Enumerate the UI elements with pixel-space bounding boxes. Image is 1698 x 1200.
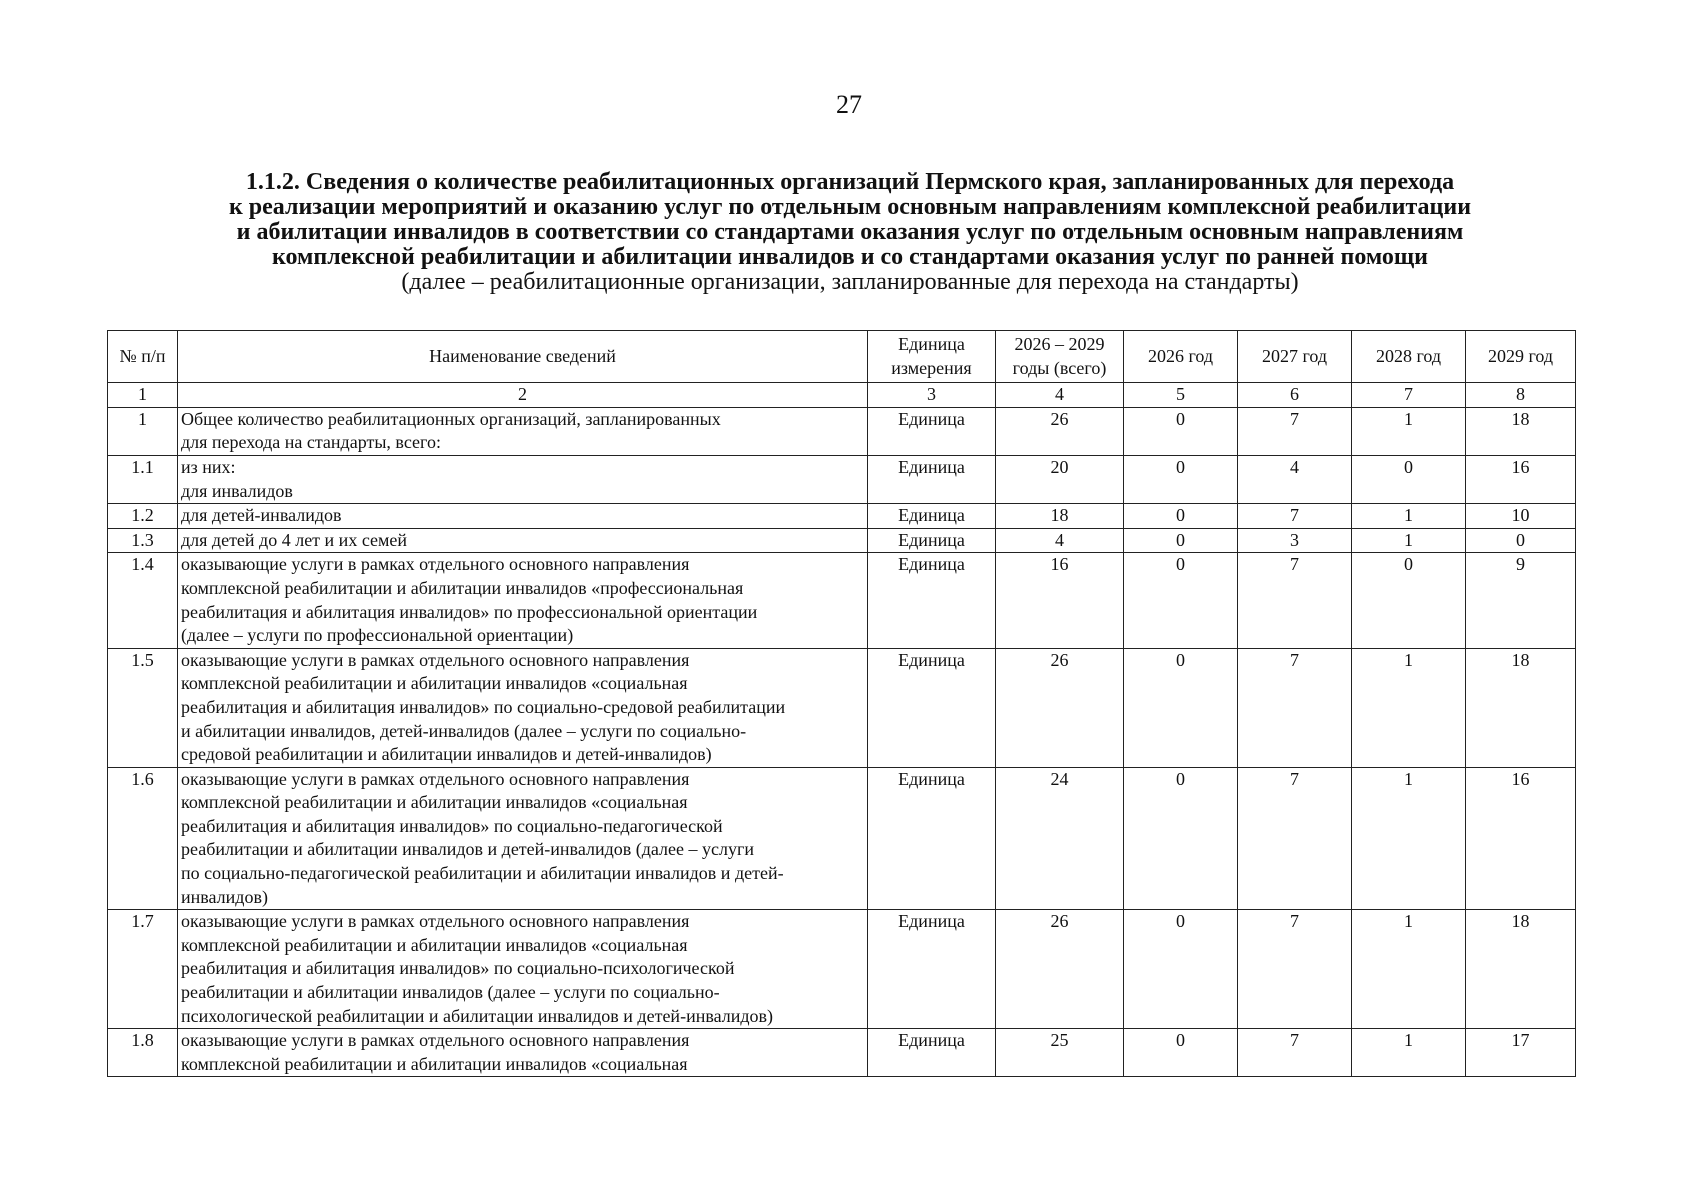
column-number: 1 — [108, 383, 178, 408]
row-2026: 0 — [1124, 1029, 1238, 1077]
page-number: 27 — [836, 90, 862, 119]
row-2026: 0 — [1124, 553, 1238, 648]
table-row — [108, 1029, 1576, 1077]
row-2028: 0 — [1352, 455, 1466, 503]
header-2026: 2026 год — [1124, 331, 1238, 383]
column-number-row — [108, 383, 1576, 408]
section-title — [100, 170, 1600, 295]
table-body — [108, 383, 1576, 1077]
header-unit: Единица измерения — [868, 331, 996, 383]
column-number: 3 — [868, 383, 996, 408]
column-number: 4 — [996, 383, 1124, 408]
table-row — [108, 504, 1576, 529]
row-total: 24 — [996, 767, 1124, 910]
header-num: № п/п — [108, 331, 178, 383]
column-number: 5 — [1124, 383, 1238, 408]
row-2028: 1 — [1352, 528, 1466, 553]
row-num: 1.7 — [108, 910, 178, 1029]
header-2027: 2027 год — [1238, 331, 1352, 383]
row-2029: 9 — [1466, 553, 1576, 648]
row-2026: 0 — [1124, 504, 1238, 529]
row-unit: Единица — [868, 553, 996, 648]
row-2027: 7 — [1238, 910, 1352, 1029]
header-2028: 2028 год — [1352, 331, 1466, 383]
row-name: Общее количество реабилитационных организаций, запланированных для перехода на стандарты, всего: — [178, 407, 868, 455]
row-2026: 0 — [1124, 767, 1238, 910]
row-name: для детей-инвалидов — [178, 504, 868, 529]
table-row — [108, 910, 1576, 1029]
column-number: 2 — [178, 383, 868, 408]
row-2028: 1 — [1352, 407, 1466, 455]
row-total: 4 — [996, 528, 1124, 553]
row-num: 1.5 — [108, 648, 178, 767]
row-num: 1.8 — [108, 1029, 178, 1077]
row-2027: 7 — [1238, 648, 1352, 767]
row-2029: 18 — [1466, 407, 1576, 455]
column-number: 6 — [1238, 383, 1352, 408]
row-unit: Единица — [868, 1029, 996, 1077]
row-total: 26 — [996, 910, 1124, 1029]
row-2029: 10 — [1466, 504, 1576, 529]
row-unit: Единица — [868, 767, 996, 910]
row-2029: 18 — [1466, 648, 1576, 767]
row-total: 25 — [996, 1029, 1124, 1077]
column-number: 7 — [1352, 383, 1466, 408]
row-unit: Единица — [868, 528, 996, 553]
row-2026: 0 — [1124, 407, 1238, 455]
row-name: оказывающие услуги в рамках отдельного основного направления комплексной реабилитации и абилитации инвалидов «социальная реабилитация и абилитация инвалидов» по социально-психологической реабилитации и абилитации инвалидов (далее – услуги по социально- психологической реабилитации и абилитации инвалидов и детей-инвалидов) — [178, 910, 868, 1029]
table-row — [108, 648, 1576, 767]
row-name: оказывающие услуги в рамках отдельного основного направления комплексной реабилитации и абилитации инвалидов «социальная — [178, 1029, 868, 1077]
title-line-1: 1.1.2. Сведения о количестве реабилитационных организаций Пермского края, запланированных для перехода — [245, 169, 1455, 195]
row-2027: 7 — [1238, 407, 1352, 455]
row-total: 18 — [996, 504, 1124, 529]
row-total: 26 — [996, 407, 1124, 455]
row-total: 16 — [996, 553, 1124, 648]
row-2026: 0 — [1124, 528, 1238, 553]
row-2026: 0 — [1124, 910, 1238, 1029]
row-2027: 7 — [1238, 553, 1352, 648]
row-2027: 7 — [1238, 767, 1352, 910]
header-total: 2026 – 2029 годы (всего) — [996, 331, 1124, 383]
title-line-2: к реализации мероприятий и оказанию услуг по отдельным основным направлениям комплексной реабилитации — [228, 194, 1472, 220]
row-2026: 0 — [1124, 455, 1238, 503]
table-row — [108, 553, 1576, 648]
table-row — [108, 455, 1576, 503]
row-2026: 0 — [1124, 648, 1238, 767]
row-name: для детей до 4 лет и их семей — [178, 528, 868, 553]
row-2027: 7 — [1238, 504, 1352, 529]
row-2027: 4 — [1238, 455, 1352, 503]
row-2028: 0 — [1352, 553, 1466, 648]
row-num: 1.1 — [108, 455, 178, 503]
row-num: 1 — [108, 407, 178, 455]
row-unit: Единица — [868, 504, 996, 529]
row-num: 1.2 — [108, 504, 178, 529]
row-unit: Единица — [868, 910, 996, 1029]
row-num: 1.6 — [108, 767, 178, 910]
title-line-4: комплексной реабилитации и абилитации инвалидов и со стандартами оказания услуг по ранней помощи — [271, 244, 1429, 270]
row-num: 1.4 — [108, 553, 178, 648]
row-name: оказывающие услуги в рамках отдельного основного направления комплексной реабилитации и абилитации инвалидов «профессиональная реабилитация и абилитация инвалидов» по профессиональной ориентации (далее – услуги по профессиональной ориентации) — [178, 553, 868, 648]
row-2028: 1 — [1352, 1029, 1466, 1077]
row-2029: 18 — [1466, 910, 1576, 1029]
row-2029: 16 — [1466, 455, 1576, 503]
row-unit: Единица — [868, 648, 996, 767]
header-2029: 2029 год — [1466, 331, 1576, 383]
row-unit: Единица — [868, 407, 996, 455]
row-name: из них: для инвалидов — [178, 455, 868, 503]
row-2029: 17 — [1466, 1029, 1576, 1077]
row-total: 26 — [996, 648, 1124, 767]
title-line-5: (далее – реабилитационные организации, запланированные для перехода на стандарты) — [401, 269, 1299, 295]
row-name: оказывающие услуги в рамках отдельного основного направления комплексной реабилитации и абилитации инвалидов «социальная реабилитация и абилитация инвалидов» по социально-педагогической реабилитации и абилитации инвалидов и детей-инвалидов (далее – услуги по социально-педагогической реабилитации и абилитации инвалидов и детей- инвалидов) — [178, 767, 868, 910]
row-2028: 1 — [1352, 767, 1466, 910]
column-number: 8 — [1466, 383, 1576, 408]
row-2028: 1 — [1352, 648, 1466, 767]
table-row — [108, 528, 1576, 553]
row-2028: 1 — [1352, 910, 1466, 1029]
row-unit: Единица — [868, 455, 996, 503]
title-line-3: и абилитации инвалидов в соответствии со стандартами оказания услуг по отдельным основным направлениям — [236, 219, 1464, 245]
row-2028: 1 — [1352, 504, 1466, 529]
table-row — [108, 407, 1576, 455]
row-2029: 16 — [1466, 767, 1576, 910]
row-name: оказывающие услуги в рамках отдельного основного направления комплексной реабилитации и абилитации инвалидов «социальная реабилитация и абилитация инвалидов» по социально-средовой реабилитации и абилитации инвалидов, детей-инвалидов (далее – услуги по социально- средовой реабилитации и абилитации инвалидов и детей-инвалидов) — [178, 648, 868, 767]
row-2027: 3 — [1238, 528, 1352, 553]
header-name: Наименование сведений — [178, 331, 868, 383]
row-2027: 7 — [1238, 1029, 1352, 1077]
row-total: 20 — [996, 455, 1124, 503]
data-table — [107, 330, 1576, 1077]
table-row — [108, 767, 1576, 910]
table-header-row — [108, 331, 1576, 383]
row-num: 1.3 — [108, 528, 178, 553]
row-2029: 0 — [1466, 528, 1576, 553]
